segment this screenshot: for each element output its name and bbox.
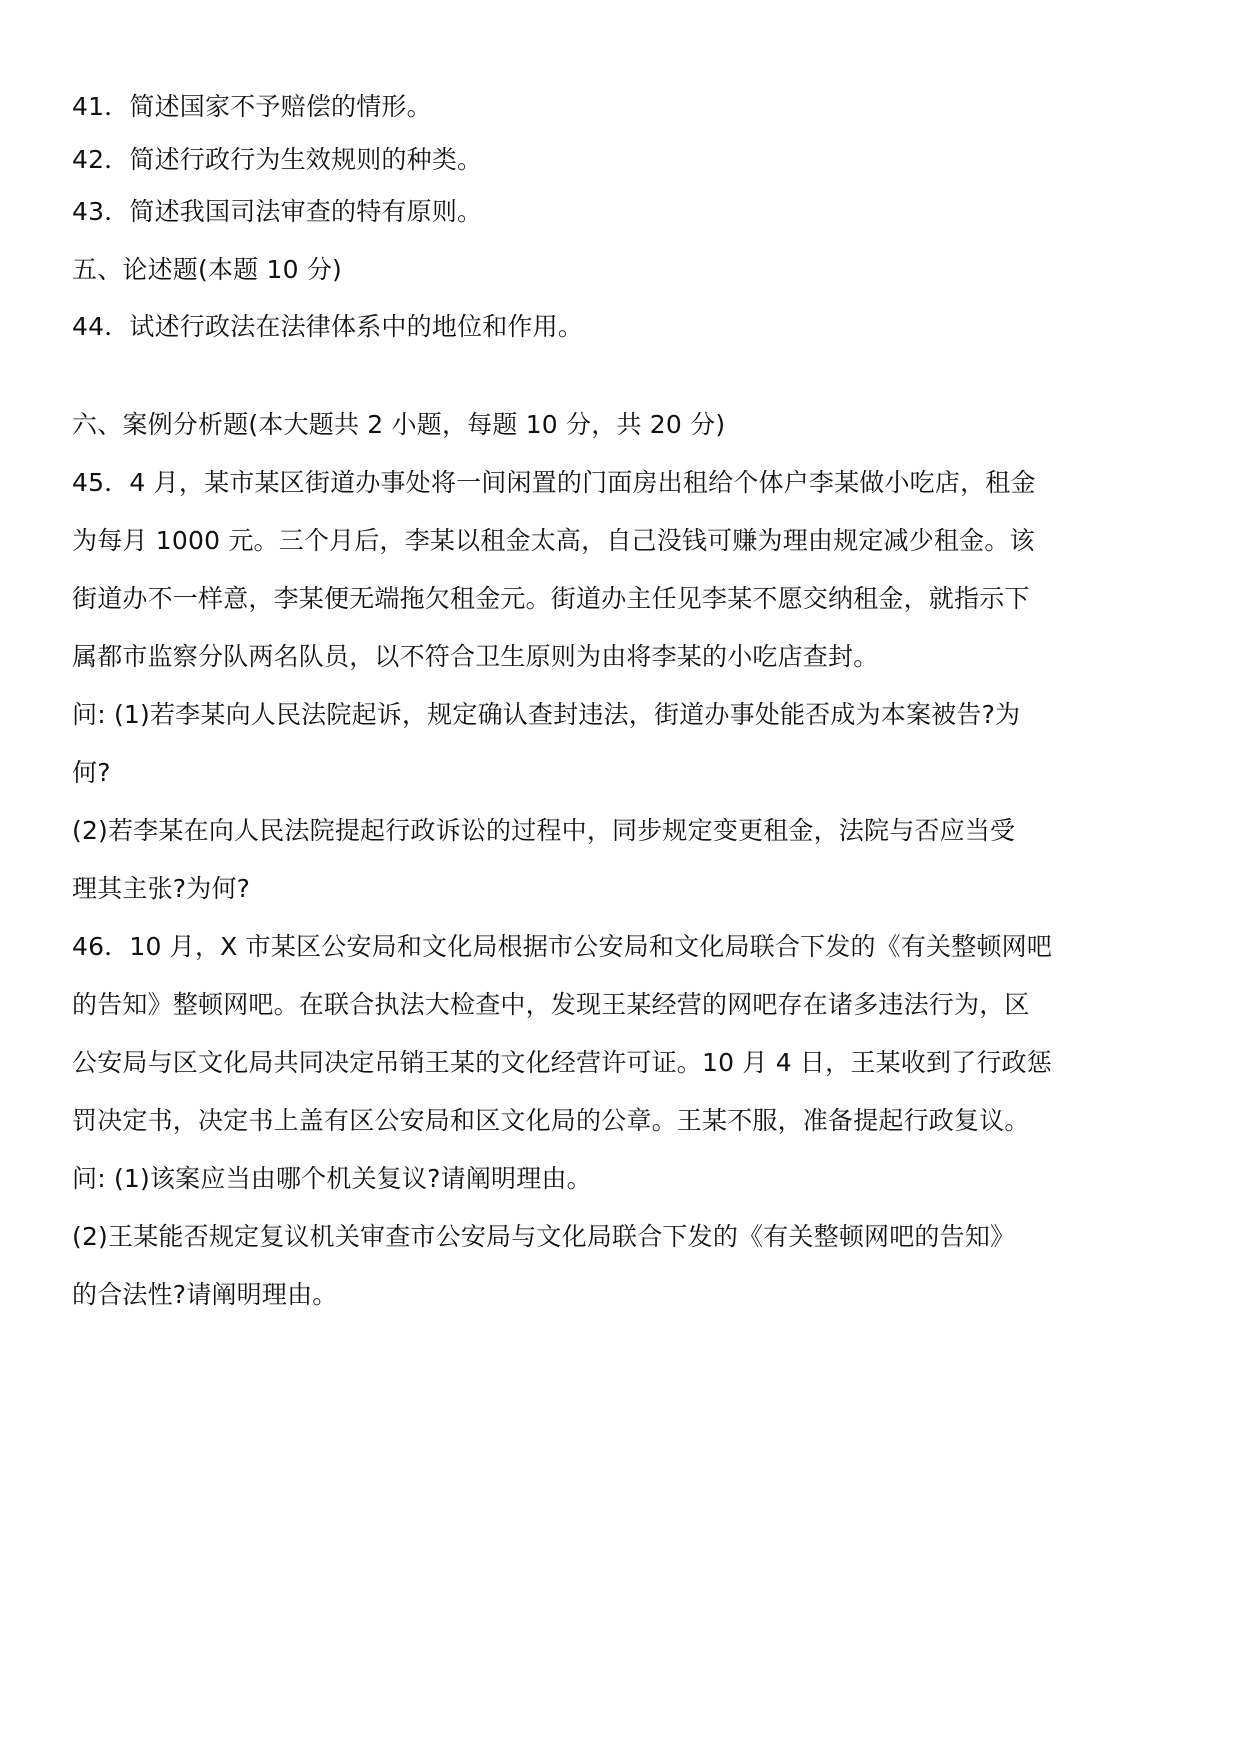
question-41: 41．简述国家不予赔偿的情形。 — [72, 92, 432, 121]
question-46-line-2: 的告知》整顿网吧。在联合执法大检查中，发现王某经营的网吧存在诸多违法行为，区 — [72, 990, 1030, 1019]
question-46-line-3: 公安局与区文化局共同决定吊销王某的文化经营许可证。10 月 4 日，王某收到了行政惩 — [72, 1048, 1052, 1077]
question-45-line-2: 为每月 1000 元。三个月后，李某以租金太高，自己没钱可赚为理由规定减少租金。该 — [72, 526, 1035, 555]
question-46-sub-1: 问: (1)该案应当由哪个机关复议?请阐明理由。 — [72, 1164, 592, 1193]
question-45-sub-2-line-1: (2)若李某在向人民法院提起行政诉讼的过程中，同步规定变更租金，法院与否应当受 — [72, 816, 1016, 845]
question-45-sub-1-line-1: 问: (1)若李某向人民法院起诉，规定确认查封违法，街道办事处能否成为本案被告?为 — [72, 700, 1021, 729]
question-45-sub-2-line-2: 理其主张?为何? — [72, 874, 251, 903]
question-45-line-1: 45．4 月，某市某区街道办事处将一间闲置的门面房出租给个体户李某做小吃店，租金 — [72, 468, 1036, 497]
question-46-sub-2-line-1: (2)王某能否规定复议机关审查市公安局与文化局联合下发的《有关整顿网吧的告知》 — [72, 1222, 1016, 1251]
question-42: 42．简述行政行为生效规则的种类。 — [72, 145, 483, 174]
section-heading-essay: 五、论述题(本题 10 分) — [72, 255, 343, 284]
question-45-line-3: 街道办不一样意，李某便无端拖欠租金元。街道办主任见李某不愿交纳租金，就指示下 — [72, 584, 1030, 613]
question-46-sub-2-line-2: 的合法性?请阐明理由。 — [72, 1280, 338, 1309]
question-46-line-4: 罚决定书，决定书上盖有区公安局和区文化局的公章。王某不服，准备提起行政复议。 — [72, 1106, 1030, 1135]
question-45-line-4: 属都市监察分队两名队员，以不符合卫生原则为由将李某的小吃店查封。 — [72, 642, 879, 671]
question-44: 44．试述行政法在法律体系中的地位和作用。 — [72, 312, 584, 341]
question-43: 43．简述我国司法审查的特有原则。 — [72, 197, 483, 226]
question-46-line-1: 46．10 月，X 市某区公安局和文化局根据市公安局和文化局联合下发的《有关整顿网吧 — [72, 932, 1053, 961]
section-heading-case-analysis: 六、案例分析题(本大题共 2 小题，每题 10 分，共 20 分) — [72, 410, 726, 439]
question-45-sub-1-line-2: 何? — [72, 758, 111, 787]
